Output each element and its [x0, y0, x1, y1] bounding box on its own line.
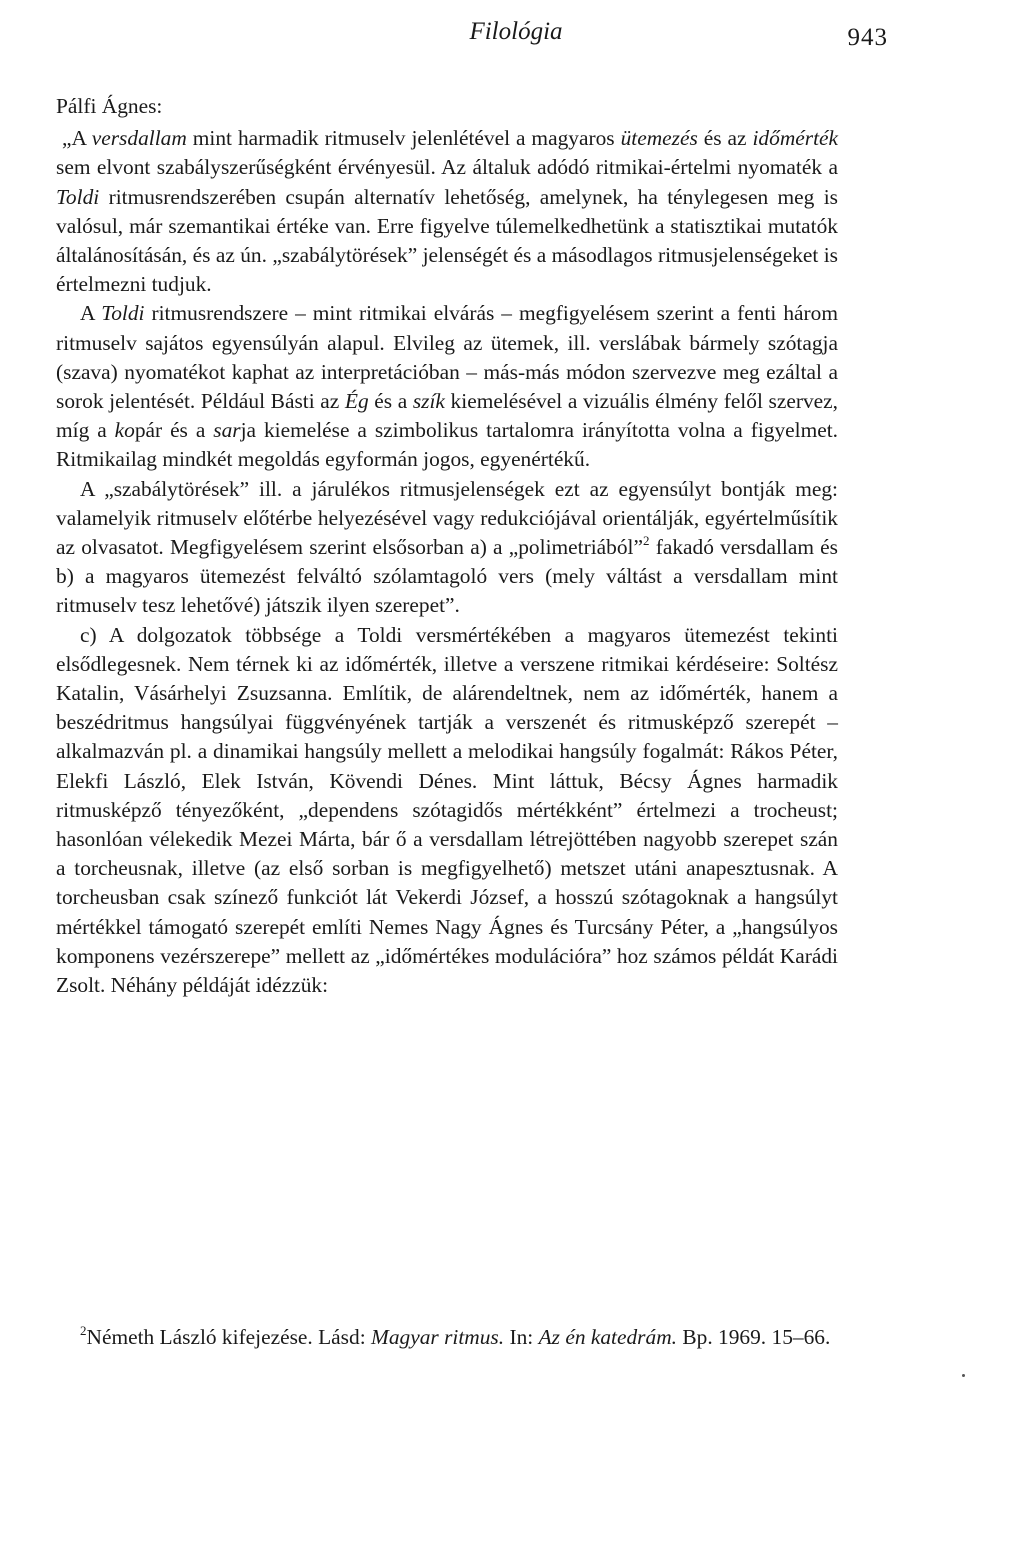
italic-title: Az: [538, 1325, 566, 1349]
italic-term: ko: [114, 418, 135, 443]
text-run: és a: [368, 389, 413, 414]
text-run: Bp. 1969. 15–66.: [677, 1325, 831, 1349]
text-run: kiemelésével a vizuális élmény felől szervez, míg a: [56, 389, 838, 443]
text-run: ritmusrendszerében csupán alternatív lehetőség, amelynek, ha ténylegesen meg is valósul, már szemantikai értéke van. Erre figyelve túlemelkedhetünk a statisztikai mutatók általánosításán, és az ún. „szabálytörések” jelenségét és a másodlagos ritmusjelenségeket is értelmezni tudjuk.: [56, 184, 838, 297]
italic-title: én katedrám.: [565, 1325, 678, 1349]
text-run: ja kiemelése a szimbolikus tartalomra irányította volna a figyelmet. Ritmikailag mindkét megoldás egyformán jogos, egyenértékű.: [56, 418, 839, 472]
italic-title: Toldi: [56, 184, 100, 209]
text-run: Németh László kifejezése. Lásd:: [86, 1325, 371, 1349]
author-name: Pálfi Ágnes:: [56, 94, 163, 118]
text-run: fakadó versdallam és b) a magyaros ütemezést felváltó szólamtagoló vers (mely váltást a versdallam mint ritmuselv tesz lehetővé) játszik ilyen szerepet”.: [56, 535, 838, 618]
italic-title: Toldi: [101, 301, 145, 326]
page-number: 943: [847, 24, 888, 51]
quote-paragraph-1: [56, 124, 838, 299]
italic-term: sar: [213, 418, 241, 443]
page-header: [56, 18, 976, 58]
text-run: és az: [697, 126, 753, 151]
italic-term: Ég: [344, 389, 369, 414]
italic-title: Magyar ritmus.: [371, 1325, 505, 1349]
italic-term: ütemezés: [620, 126, 698, 151]
text-run: A: [80, 301, 102, 326]
running-title: Filológia: [469, 18, 563, 45]
italic-term: szík: [412, 389, 445, 414]
text-run: ritmusrendszere – mint ritmikai elvárás – megfigyelésem szerint a fenti három ritmuselv sajátos egyensúlyán alapul. Elvileg az ütemek, ill. verslábak bármely szótagja (szava) nyomatékot kaphat az interpretációban – más-más módon szervezve meg ezáltal a sorok jelentését. Például Básti az: [56, 301, 838, 414]
text-run: pár és a: [134, 418, 214, 443]
text-run: In:: [504, 1325, 539, 1349]
stray-print-mark: [962, 1374, 965, 1377]
text-run: sem elvont szabályszerűségként érvényesül. Az általuk adódó ritmikai-értelmi nyomaték a: [56, 155, 838, 180]
footnote: [56, 1322, 838, 1352]
quote-paragraph-3: [56, 475, 838, 621]
text-run: „A: [62, 126, 92, 151]
italic-term: időmérték: [752, 126, 839, 151]
footnote-marker: 2: [80, 1323, 87, 1338]
body-text: [56, 92, 838, 1000]
quote-paragraph-2: [56, 299, 838, 474]
footnote-reference[interactable]: 2: [642, 533, 650, 549]
text-run: mint harmadik ritmuselv jelenlétével a magyaros: [186, 126, 621, 151]
text-run: A „szabálytörések” ill. a járulékos ritmusjelenségek ezt az egyensúlyt bontják meg: valamelyik ritmuselv előtérbe helyezésével vagy redukciójával orientálják, egyértelműsítik az olvasatot. Megfigyelésem szerint elsősorban a) a „polimetriából”: [56, 476, 838, 560]
body-paragraph-c: c) A dolgozatok többsége a Toldi versmértékében a magyaros ütemezést tekinti elsődlegesnek. Nem térnek ki az időmérték, illetve a verszene ritmikai kérdéseire: Soltész Katalin, Vásárhelyi Zsuzsanna. Említik, de alárendeltnek, nem az időmérték, hanem a beszédritmus hangsúlyai függvényének tartják a verszenét és ritmusképző szerepét – alkalmazván pl. a dinamikai hangsúly mellett a melodikai hangsúly fogalmát: Rákos Péter, Elekfi László, Elek István, Kövendi Dénes. Mint láttuk, Bécsy Ágnes harmadik ritmusképző tényezőként, „dependens szótagidős mértékként” értelmezi a trocheust; hasonlóan vélekedik Mezei Márta, bár ő a versdallam létrejöttében nagyobb szerepet szán a torcheusnak, illetve (az első sorban is megfigyelhető) metszet utáni anapesztusnak. A torcheusban csak színező funkciót lát Vekerdi József, a hosszú szótagoknak a hangsúlyt mértékkel támogató szerepét említi Nemes Nagy Ágnes és Turcsány Péter, a „hangsúlyos komponens vezérszerepe” mellett az „időmértékes modulációra” hoz számos példát Karádi Zsolt. Néhány példáját idézzük:: [56, 622, 838, 998]
italic-term: versdallam: [91, 126, 187, 151]
